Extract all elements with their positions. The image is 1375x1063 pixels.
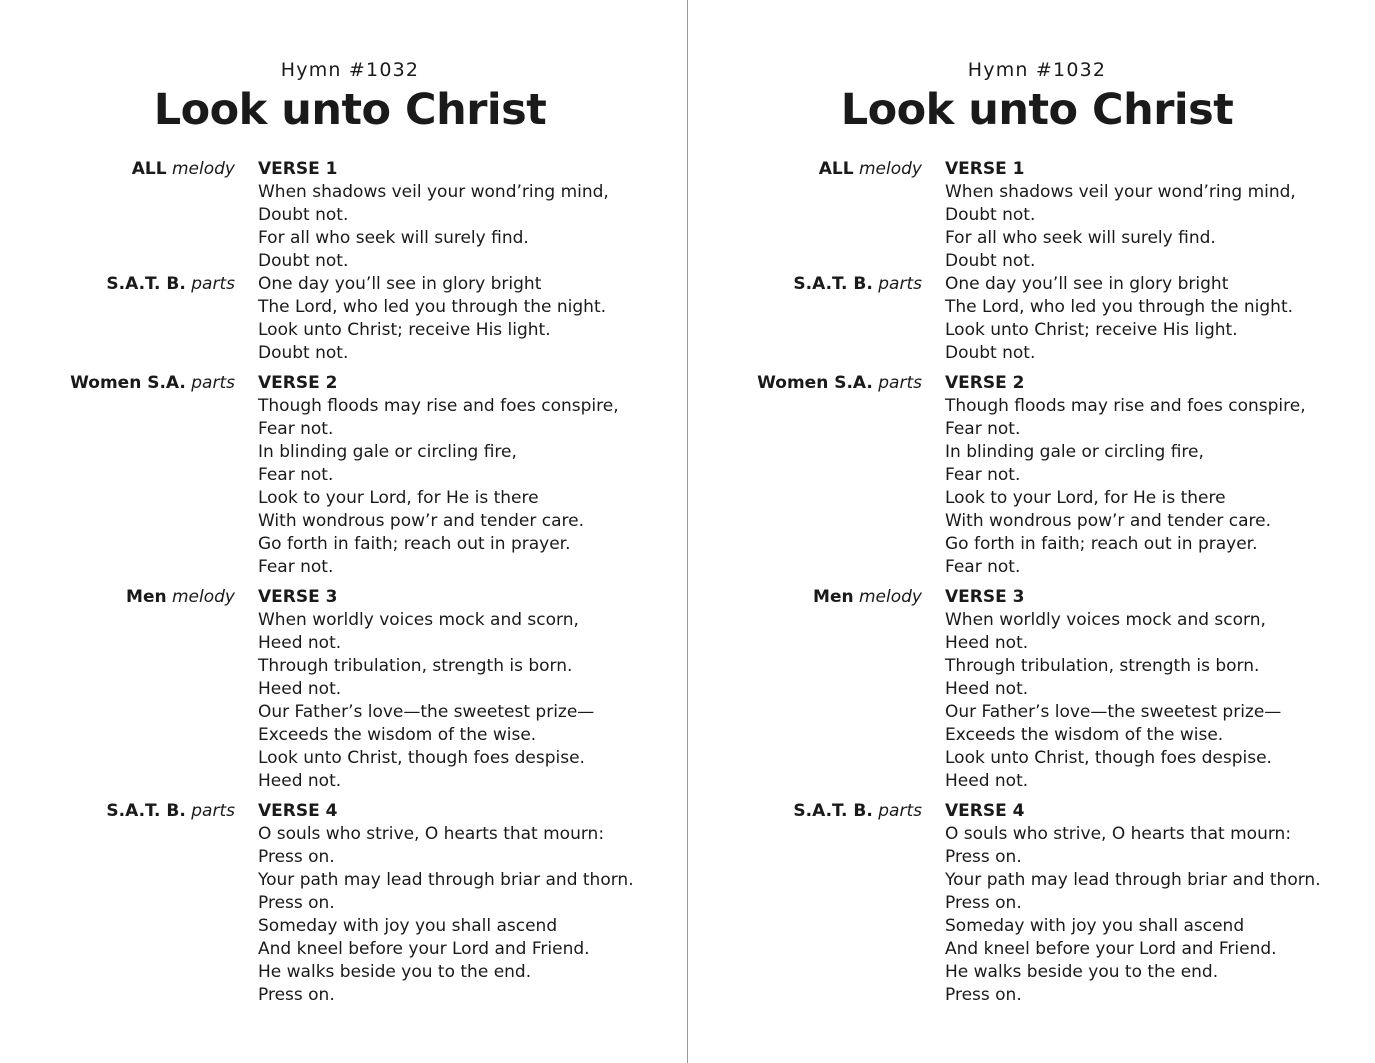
lyric-line: Exceeds the wisdom of the wise. <box>945 725 1224 745</box>
lyric-line: Press on. <box>258 847 335 867</box>
lyric-line: Your path may lead through briar and thorn. <box>945 870 1321 890</box>
verse-text <box>258 372 619 579</box>
lyric-line: In blinding gale or circling fire, <box>258 442 517 462</box>
verse-text <box>258 586 594 793</box>
lyric-line: He walks beside you to the end. <box>258 962 532 982</box>
part-mode: parts <box>191 274 235 294</box>
lyric-line: Doubt not. <box>945 251 1036 271</box>
lyric-line: The Lord, who led you through the night. <box>258 297 607 317</box>
lyric-line: Heed not. <box>258 633 342 653</box>
part-voice: ALL <box>818 159 854 179</box>
verse-text <box>945 372 1306 579</box>
lyric-line: When shadows veil your wond’ring mind, <box>258 182 609 202</box>
lyric-line: Look unto Christ; receive His light. <box>258 320 551 340</box>
lyric-line: Fear not. <box>258 465 334 485</box>
verse-heading: VERSE 1 <box>945 159 1025 179</box>
part-voice: ALL <box>131 159 167 179</box>
part-label <box>793 800 922 823</box>
lyric-line: Heed not. <box>258 679 342 699</box>
lyric-line: Press on. <box>945 985 1022 1005</box>
lyric-line: O souls who strive, O hearts that mourn: <box>945 824 1292 844</box>
part-label <box>106 800 235 823</box>
lyric-line: One day you’ll see in glory bright <box>945 274 1229 294</box>
verse-heading: VERSE 2 <box>945 373 1025 393</box>
lyric-line: He walks beside you to the end. <box>945 962 1219 982</box>
lyric-line: Fear not. <box>945 465 1021 485</box>
left-page <box>0 0 687 1063</box>
part-voice: S.A.T. B. <box>793 801 873 821</box>
lyric-line: Fear not. <box>258 557 334 577</box>
part-voice: Women S.A. <box>70 373 186 393</box>
part-voice: S.A.T. B. <box>106 801 186 821</box>
lyric-line: Look unto Christ; receive His light. <box>945 320 1238 340</box>
lyric-line: Though floods may rise and foes conspire, <box>945 396 1306 416</box>
lyric-line: Fear not. <box>258 419 334 439</box>
part-voice: Men <box>126 587 167 607</box>
part-label <box>819 158 922 181</box>
lyric-line: Look unto Christ, though foes despise. <box>258 748 585 768</box>
lyric-line: Heed not. <box>945 679 1029 699</box>
lyric-line: When worldly voices mock and scorn, <box>945 610 1266 630</box>
lyric-line: One day you’ll see in glory bright <box>258 274 542 294</box>
verse-text <box>945 158 1296 365</box>
lyric-line: With wondrous pow’r and tender care. <box>258 511 584 531</box>
lyric-line: Press on. <box>945 893 1022 913</box>
hymn-number: Hymn #1032 <box>967 59 1107 81</box>
part-label <box>106 273 235 296</box>
part-voice: Women S.A. <box>757 373 873 393</box>
verse-heading: VERSE 3 <box>258 587 338 607</box>
lyric-line: Doubt not. <box>945 343 1036 363</box>
verse-text <box>258 800 634 1007</box>
lyric-line: Doubt not. <box>258 251 349 271</box>
verse-heading: VERSE 3 <box>945 587 1025 607</box>
right-page <box>687 0 1374 1063</box>
lyric-line: The Lord, who led you through the night. <box>945 297 1294 317</box>
lyric-line: Look to your Lord, for He is there <box>945 488 1226 508</box>
verse-heading: VERSE 1 <box>258 159 338 179</box>
lyric-line: Press on. <box>258 985 335 1005</box>
lyric-line: When worldly voices mock and scorn, <box>258 610 579 630</box>
part-mode: melody <box>859 587 922 607</box>
lyric-line: And kneel before your Lord and Friend. <box>945 939 1277 959</box>
part-voice: S.A.T. B. <box>793 274 873 294</box>
lyric-line: With wondrous pow’r and tender care. <box>945 511 1271 531</box>
verse-text <box>258 158 609 365</box>
lyric-line: Our Father’s love—the sweetest prize— <box>945 702 1282 722</box>
lyric-line: Someday with joy you shall ascend <box>258 916 558 936</box>
lyric-line: Heed not. <box>945 771 1029 791</box>
lyric-line: Through tribulation, strength is born. <box>258 656 573 676</box>
lyric-line: Our Father’s love—the sweetest prize— <box>258 702 595 722</box>
part-label <box>132 158 235 181</box>
lyric-line: Fear not. <box>945 419 1021 439</box>
part-voice: Men <box>813 587 854 607</box>
part-mode: parts <box>878 801 922 821</box>
part-mode: melody <box>859 159 922 179</box>
lyric-line: When shadows veil your wond’ring mind, <box>945 182 1296 202</box>
lyric-line: Doubt not. <box>258 205 349 225</box>
part-voice: S.A.T. B. <box>106 274 186 294</box>
lyric-line: Your path may lead through briar and thorn. <box>258 870 634 890</box>
lyric-line: Someday with joy you shall ascend <box>945 916 1245 936</box>
part-label <box>813 586 922 609</box>
hymn-title: Look unto Christ <box>840 85 1234 135</box>
part-mode: parts <box>878 373 922 393</box>
lyric-line: Heed not. <box>258 771 342 791</box>
lyric-line: Doubt not. <box>258 343 349 363</box>
lyric-line: O souls who strive, O hearts that mourn: <box>258 824 605 844</box>
lyric-line: Through tribulation, strength is born. <box>945 656 1260 676</box>
verse-text <box>945 800 1321 1007</box>
lyric-line: Look to your Lord, for He is there <box>258 488 539 508</box>
lyric-line: In blinding gale or circling fire, <box>945 442 1204 462</box>
part-label <box>126 586 235 609</box>
verse-heading: VERSE 4 <box>945 801 1025 821</box>
lyric-line: For all who seek will surely find. <box>945 228 1216 248</box>
lyric-line: Exceeds the wisdom of the wise. <box>258 725 537 745</box>
part-label <box>70 372 235 395</box>
lyric-line: Go forth in faith; reach out in prayer. <box>945 534 1258 554</box>
lyric-line: For all who seek will surely find. <box>258 228 529 248</box>
part-label <box>793 273 922 296</box>
lyric-line: Go forth in faith; reach out in prayer. <box>258 534 571 554</box>
lyric-line: Fear not. <box>945 557 1021 577</box>
part-mode: parts <box>191 373 235 393</box>
part-mode: melody <box>172 159 235 179</box>
verse-heading: VERSE 2 <box>258 373 338 393</box>
part-label <box>757 372 922 395</box>
lyric-line: And kneel before your Lord and Friend. <box>258 939 590 959</box>
verse-text <box>945 586 1281 793</box>
hymn-number: Hymn #1032 <box>280 59 420 81</box>
lyric-line: Though floods may rise and foes conspire, <box>258 396 619 416</box>
lyric-line: Look unto Christ, though foes despise. <box>945 748 1272 768</box>
lyric-line: Press on. <box>945 847 1022 867</box>
lyric-line: Heed not. <box>945 633 1029 653</box>
part-mode: parts <box>878 274 922 294</box>
lyric-line: Press on. <box>258 893 335 913</box>
hymn-title: Look unto Christ <box>153 85 547 135</box>
lyric-line: Doubt not. <box>945 205 1036 225</box>
part-mode: parts <box>191 801 235 821</box>
verse-heading: VERSE 4 <box>258 801 338 821</box>
part-mode: melody <box>172 587 235 607</box>
